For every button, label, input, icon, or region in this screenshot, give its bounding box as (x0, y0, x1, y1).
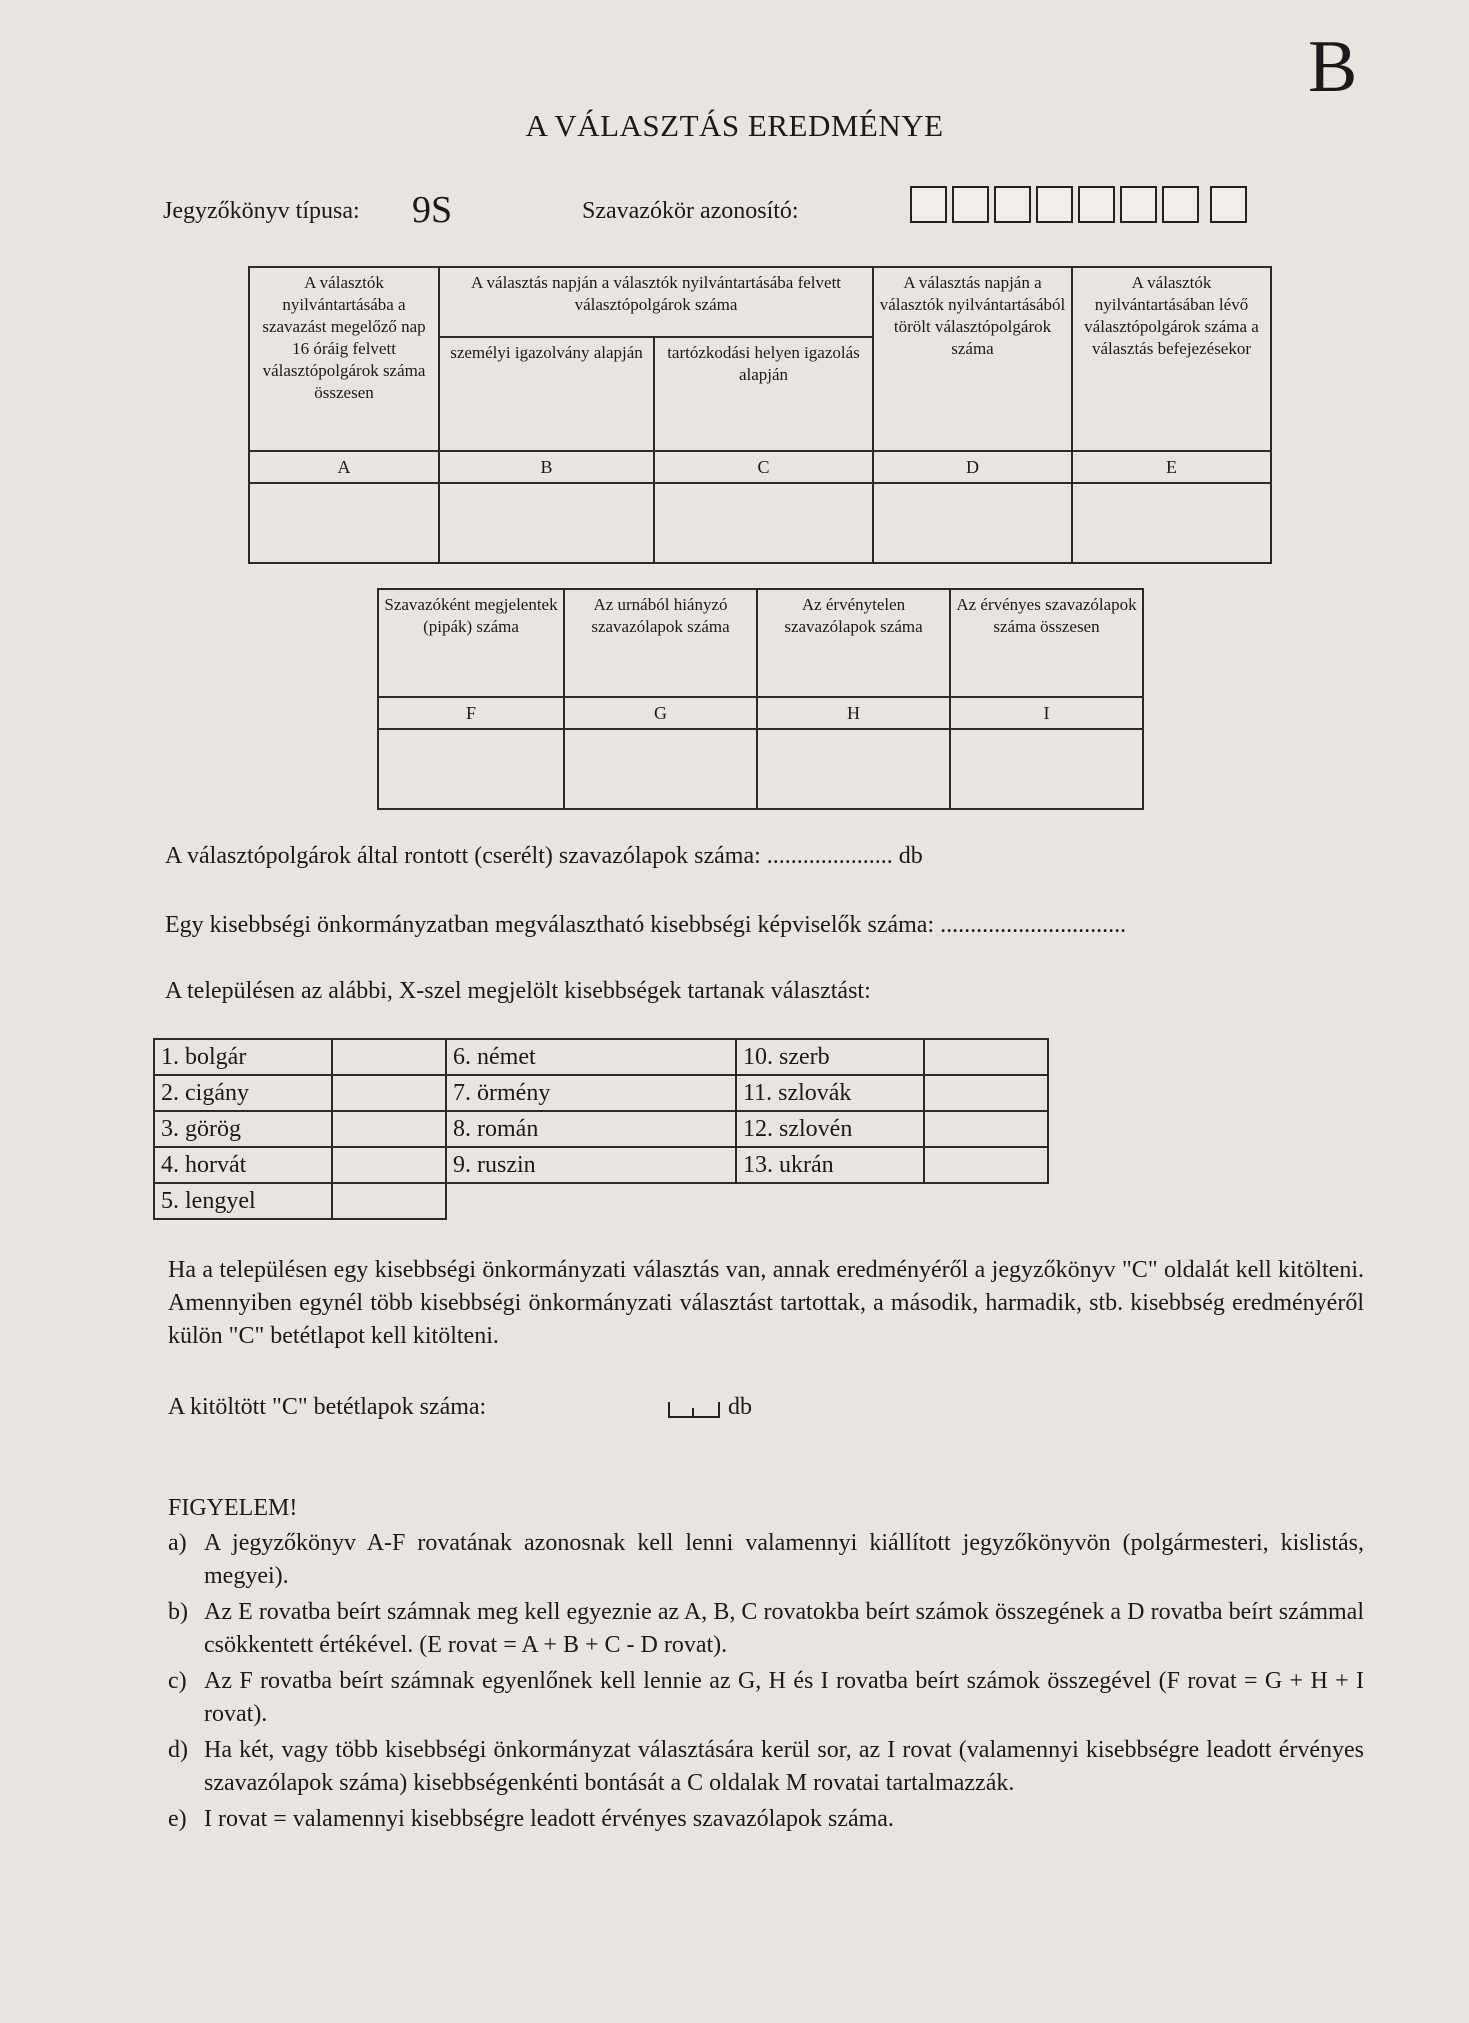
col-d-header: A választás napján a választók nyilvántartásából törölt választópolgárok száma (873, 267, 1072, 451)
entry-cell-e[interactable] (1072, 483, 1271, 563)
minorities-table (153, 1038, 1049, 1220)
entry-cell-i[interactable] (950, 729, 1143, 809)
minority-mark-box[interactable] (332, 1147, 446, 1183)
col-letter-f: F (378, 697, 564, 729)
table-row (154, 1075, 1048, 1111)
minorities-intro: A településen az alábbi, X-szel megjelölt kisebbségek tartanak választást: (165, 978, 871, 1004)
minority-mark-box[interactable] (332, 1039, 446, 1075)
entry-cell-c[interactable] (654, 483, 873, 563)
district-id-box[interactable] (1162, 186, 1199, 223)
list-item-key: b) (168, 1599, 188, 1625)
col-i-header: Az érvényes szavazólapok száma összesen (950, 589, 1143, 697)
list-item-text: I rovat = valamennyi kisebbségre leadott érvényes szavazólapok száma. (204, 1806, 894, 1832)
minority-label: 4. horvát (154, 1147, 332, 1183)
entry-cell-a[interactable] (249, 483, 439, 563)
results-table-a-e (248, 266, 1272, 564)
minority-label: 10. szerb (736, 1039, 924, 1075)
minority-label: 8. román (446, 1111, 736, 1147)
list-item (168, 1803, 1364, 1836)
district-id-box[interactable] (1078, 186, 1115, 223)
minority-mark-box[interactable] (924, 1039, 1048, 1075)
list-item-key: a) (168, 1530, 187, 1556)
col-letter-d: D (873, 451, 1072, 483)
minority-mark-box[interactable] (332, 1111, 446, 1147)
minority-mark-box[interactable] (924, 1147, 1048, 1183)
protocol-type-label: Jegyzőkönyv típusa: (163, 198, 360, 224)
entry-cell-b[interactable] (439, 483, 654, 563)
warning-list (168, 1527, 1364, 1839)
list-item-key: c) (168, 1668, 187, 1694)
district-id-label: Szavazókör azonosító: (582, 198, 799, 224)
representatives-line[interactable]: Egy kisebbségi önkormányzatban megválasztható kisebbségi képviselők száma: ............................... (165, 912, 1127, 938)
district-id-box[interactable] (1036, 186, 1073, 223)
col-letter-i: I (950, 697, 1143, 729)
district-id-box[interactable] (910, 186, 947, 223)
results-table-f-i (377, 588, 1144, 810)
page-letter: B (1308, 26, 1358, 108)
minority-label: 9. ruszin (446, 1147, 736, 1183)
minority-label: 11. szlovák (736, 1075, 924, 1111)
entry-cell-f[interactable] (378, 729, 564, 809)
minority-mark-box[interactable] (332, 1183, 446, 1219)
table-row (154, 1111, 1048, 1147)
entry-cell-h[interactable] (757, 729, 950, 809)
minority-label: 6. német (446, 1039, 736, 1075)
protocol-type-value: 9S (412, 189, 453, 231)
col-f-header: Szavazóként megjelentek (pipák) száma (378, 589, 564, 697)
instruction-paragraph: Ha a településen egy kisebbségi önkormányzati választás van, annak eredményéről a jegyzőkönyv "C" oldalát kell kitölteni. Amennyiben egynél több kisebbségi önkormányzati választást tartottak, a második, harmadik, stb. kisebbség eredményéről külön "C" betétlapot kell kitölteni. (168, 1257, 1364, 1349)
list-item (168, 1734, 1364, 1800)
c-sheet-count-unit: db (728, 1394, 752, 1420)
col-letter-g: G (564, 697, 757, 729)
list-item-text: Az E rovatba beírt számnak meg kell egyeznie az A, B, C rovatokba beírt számok összegének a D rovatba beírt számmal csökkentett értékével. (E rovat = A + B + C - D rovat). (204, 1599, 1364, 1658)
district-id-box[interactable] (994, 186, 1031, 223)
col-letter-h: H (757, 697, 950, 729)
table-row (154, 1183, 1048, 1219)
minority-label: 2. cigány (154, 1075, 332, 1111)
list-item-text: A jegyzőkönyv A-F rovatának azonosnak kell lenni valamennyi kiállított jegyzőkönyvön (polgármesteri, kislistás, megyei). (204, 1530, 1364, 1589)
warning-title: FIGYELEM! (168, 1495, 298, 1521)
col-letter-c: C (654, 451, 873, 483)
table-spacer (446, 1183, 1048, 1219)
col-b-header: személyi igazolvány alapján (439, 337, 654, 451)
spoiled-ballots-line[interactable]: A választópolgárok által rontott (cserélt) szavazólapok száma: ..................... db (165, 843, 923, 869)
list-item (168, 1596, 1364, 1662)
minority-mark-box[interactable] (924, 1075, 1048, 1111)
list-item-text: Ha két, vagy több kisebbségi önkormányzat választására kerül sor, az I rovat (valamennyi kisebbségre leadott érvényes szavazólapok száma) kisebbségenkénti bontását a C oldalak M rovatai tartalmazzák. (204, 1737, 1364, 1796)
minority-label: 13. ukrán (736, 1147, 924, 1183)
minority-label: 12. szlovén (736, 1111, 924, 1147)
minority-label: 7. örmény (446, 1075, 736, 1111)
col-c-header: tartózkodási helyen igazolás alapján (654, 337, 873, 451)
minority-label: 1. bolgár (154, 1039, 332, 1075)
district-id-boxes (910, 186, 1252, 223)
list-item (168, 1527, 1364, 1593)
table-row (154, 1147, 1048, 1183)
col-a-header: A választók nyilvántartásába a szavazást megelőző nap 16 óráig felvett választópolgárok száma összesen (249, 267, 439, 451)
district-id-box[interactable] (1120, 186, 1157, 223)
c-sheet-count-label: A kitöltött "C" betétlapok száma: (168, 1394, 487, 1420)
minority-label: 3. görög (154, 1111, 332, 1147)
list-item-key: d) (168, 1737, 188, 1763)
district-id-box[interactable] (1210, 186, 1247, 223)
list-item (168, 1665, 1364, 1731)
entry-cell-g[interactable] (564, 729, 757, 809)
c-sheet-count-box[interactable] (668, 1402, 720, 1418)
list-item-text: Az F rovatba beírt számnak egyenlőnek kell lennie az G, H és I rovatba beírt számok összegével (F rovat = G + H + I rovat). (204, 1668, 1364, 1727)
col-letter-b: B (439, 451, 654, 483)
col-letter-a: A (249, 451, 439, 483)
col-g-header: Az urnából hiányzó szavazólapok száma (564, 589, 757, 697)
col-h-header: Az érvénytelen szavazólapok száma (757, 589, 950, 697)
district-id-box[interactable] (952, 186, 989, 223)
minority-mark-box[interactable] (332, 1075, 446, 1111)
col-bc-group-header: A választás napján a választók nyilvántartásába felvett választópolgárok száma (439, 267, 873, 337)
entry-cell-d[interactable] (873, 483, 1072, 563)
page-title: A VÁLASZTÁS EREDMÉNYE (525, 108, 944, 143)
minority-label: 5. lengyel (154, 1183, 332, 1219)
col-e-header: A választók nyilvántartásában lévő választópolgárok száma a választás befejezésekor (1072, 267, 1271, 451)
minority-mark-box[interactable] (924, 1111, 1048, 1147)
col-letter-e: E (1072, 451, 1271, 483)
table-row (154, 1039, 1048, 1075)
list-item-key: e) (168, 1806, 187, 1832)
